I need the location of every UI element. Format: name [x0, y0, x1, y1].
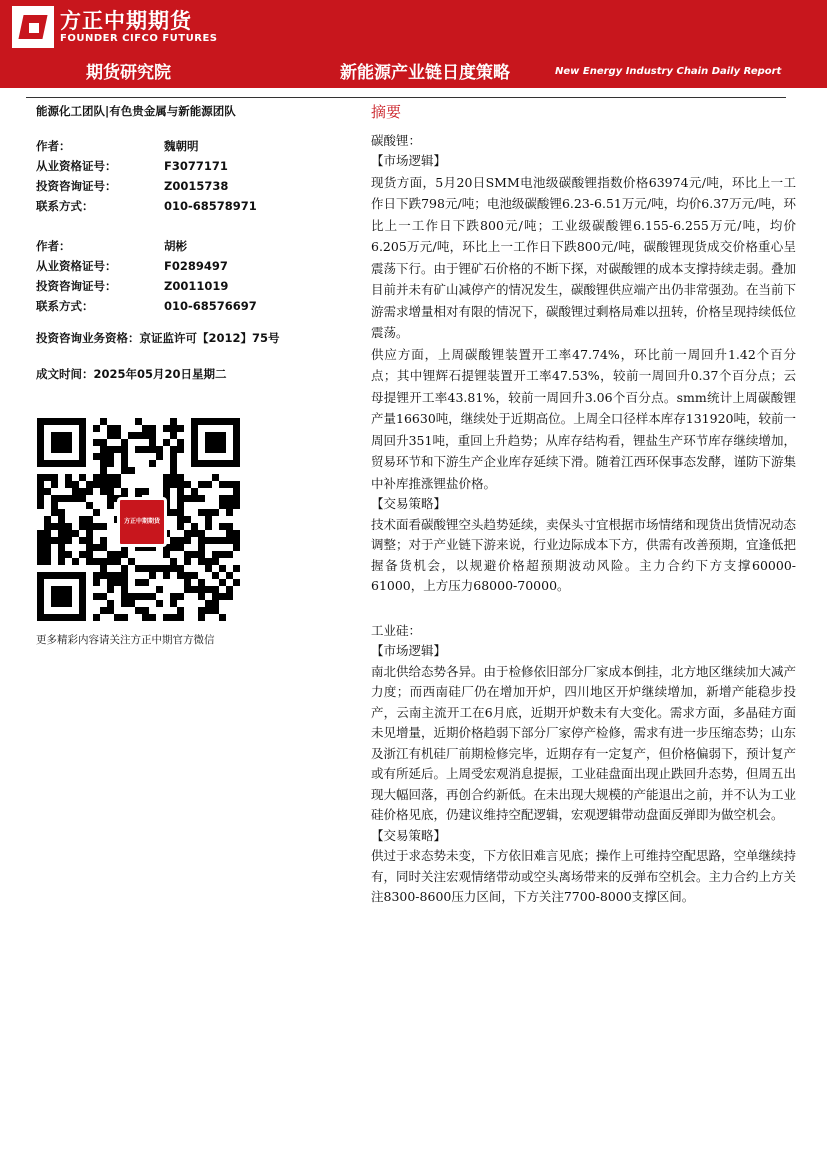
author-block-1	[36, 136, 336, 216]
business-license: 投资咨询业务资格：京证监许可【2012】75号	[36, 331, 280, 345]
summary-column	[371, 102, 796, 908]
report-title-english: New Energy Industry Chain Daily Report	[555, 66, 782, 77]
report-header	[0, 0, 827, 88]
contact-label: 联系方式：	[36, 199, 94, 213]
silicon-logic-text: 南北供给态势各异。由于检修依旧部分厂家成本倒挂，北方地区继续加大减产力度；而西南硅厂仍在增加开炉，四川地区开炉继续增加，新增产能稳步投产，云南主流开工在6月底，近期开炉数未有大变化。需求方面，多晶硅方面未见增量，近期价格趋弱下部分厂家停产检修，需求有进一步压缩态势；山东及浙江有机硅厂前期检修完毕，近期存有一定复产，但价格偏弱下，预计复产或有所延后。上周受宏观消息提振，工业硅盘面出现止跌回升态势，但周五出现大幅回落，再创合约新低。在未出现大规模的产能退出之前，并不认为工业硅价格见底，仍建议维持空配逻辑，宏观逻辑带动盘面反弹即为做空机会。	[371, 663, 797, 822]
lithium-logic-spot: 现货方面，5月20日SMM电池级碳酸锂指数价格63974元/吨，环比上一工作日下跌798元/吨；电池级碳酸锂6.23-6.51万元/吨，均价6.37万元/吨，环比上一工作日下跌800元/吨；工业级碳酸锂6.155-6.255万元/吨，均价6.205万元/吨，环比上一工作日下跌800元/吨，碳酸锂现货成交价格重心呈震荡下行。由于锂矿石价格的不断下探，对碳酸锂的成本支撑持续走弱。叠加目前并未有矿山减停产的情况发生，碳酸锂供应端产出仍非常强劲。在当前下游需求增量相对有限的情况下，碳酸锂过剩格局难以扭转，价格呈现持续低位震荡。	[371, 174, 797, 340]
author-label: 作者：	[36, 239, 71, 253]
author-name: 胡彬	[164, 239, 187, 253]
publish-date: 成文时间：2025年05月20日星期二	[36, 367, 227, 381]
contact-label: 联系方式：	[36, 299, 94, 313]
qualification-label: 从业资格证号：	[36, 159, 117, 173]
lithium-strategy-text: 技术面看碳酸锂空头趋势延续，卖保头寸宜根据市场情绪和现货出货情况动态调整；对于产业链下游来说，行业边际成本下方，供需有改善预期，宜逢低把握备货机会，以规避价格超预期波动风险。主力合约下方支撑60000-61000，上方压力68000-70000。	[371, 516, 797, 593]
lithium-logic-heading: 【市场逻辑】	[371, 153, 447, 168]
investment-license-label: 投资咨询证号：	[36, 179, 117, 193]
investment-license-label: 投资咨询证号：	[36, 279, 117, 293]
lithium-logic-supply: 供应方面，上周碳酸锂装置开工率47.74%，环比前一周回升1.42个百分点；其中锂辉石提锂装置开工率47.53%，较前一周回升0.37个百分点；云母提锂开工率43.81%，较前一周回升3.06个百分点。smm统计上周碳酸锂产量16630吨，继续处于近期高位。上周全口径样本库存131920吨，较前一周回升351吨，重回上升趋势；从库存结构看，锂盐生产环节库存继续增加，贸易环节和下游生产企业库存延续下滑。随着江西环保事态发酵，谨防下游集中补库推涨锂盐价格。	[371, 346, 797, 491]
investment-license-number: Z0011019	[164, 279, 229, 293]
report-title: 新能源产业链日度策略	[340, 63, 510, 83]
logo-chinese-name: 方正中期期货	[60, 9, 192, 33]
department-name: 期货研究院	[86, 63, 171, 83]
qr-logo-text: 方正中期期货	[123, 518, 160, 525]
team-name: 能源化工团队|有色贵金属与新能源团队	[36, 104, 236, 118]
company-logo-icon	[12, 6, 54, 48]
author-label: 作者：	[36, 139, 71, 153]
contact-phone: 010-68578971	[164, 199, 257, 213]
qr-center-logo-icon	[117, 497, 167, 547]
header-divider	[26, 97, 786, 98]
qualification-number: F0289497	[164, 259, 228, 273]
logo-english-name: FOUNDER CIFCO FUTURES	[60, 33, 218, 44]
author-name: 魏朝明	[164, 139, 199, 153]
summary-title: 摘要	[371, 103, 402, 121]
author-sidebar	[36, 103, 336, 382]
wechat-qr-code[interactable]	[37, 418, 240, 621]
silicon-logic-heading: 【市场逻辑】	[371, 643, 447, 658]
qualification-number: F3077171	[164, 159, 228, 173]
silicon-strategy-heading: 【交易策略】	[371, 827, 447, 843]
qualification-label: 从业资格证号：	[36, 259, 117, 273]
silicon-section-title: 工业硅：	[371, 622, 422, 638]
investment-license-number: Z0015738	[164, 179, 229, 193]
lithium-section-title: 碳酸锂：	[371, 132, 422, 148]
qr-caption: 更多精彩内容请关注方正中期官方微信	[36, 634, 215, 646]
author-block-2	[36, 236, 336, 316]
silicon-strategy-text: 供过于求态势未变，下方依旧难言见底；操作上可维持空配思路，空单继续持有，同时关注宏观情绪带动或空头离场带来的反弹布空机会。主力合约上方关注8300-8600压力区间，下方关注7700-8000支撑区间。	[371, 848, 797, 904]
lithium-strategy-heading: 【交易策略】	[371, 496, 447, 511]
contact-phone: 010-68576697	[164, 299, 257, 313]
